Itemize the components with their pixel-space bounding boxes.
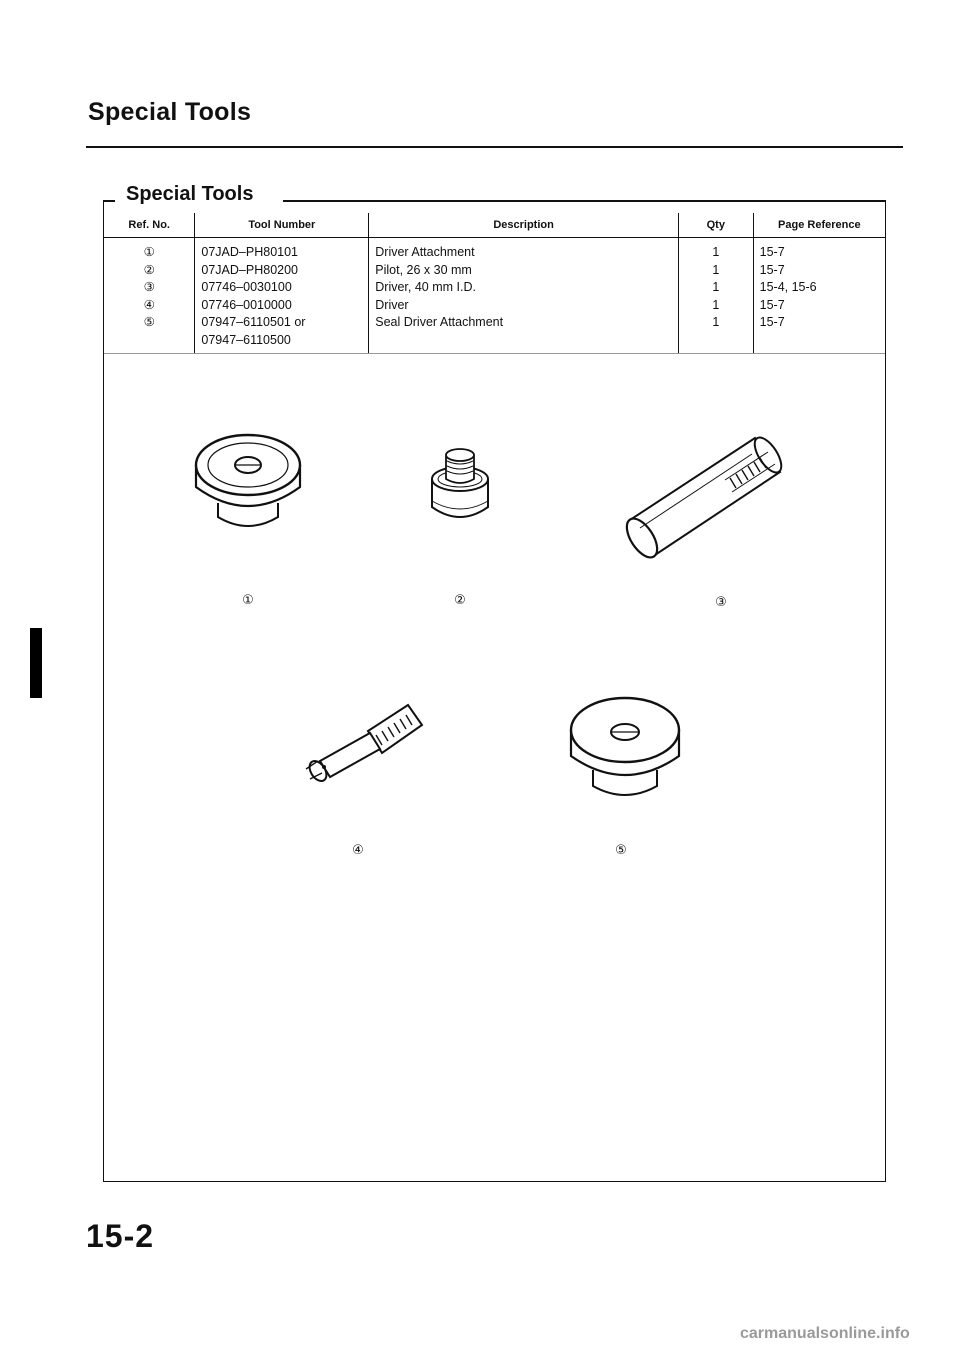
page-number: 15-2 xyxy=(86,1218,155,1254)
ref-number: ⑤ xyxy=(143,315,155,329)
tool-number: 07JAD–PH80200 xyxy=(201,262,299,277)
callout-5: ⑤ xyxy=(615,842,627,857)
tool-number: 07947–6110500 xyxy=(201,332,291,347)
header-ref-no: Ref. No. xyxy=(104,213,195,238)
driver-attachment-icon xyxy=(188,425,308,540)
description: Seal Driver Attachment xyxy=(375,315,504,329)
description: Driver Attachment xyxy=(375,245,475,259)
qty: 1 xyxy=(712,315,720,329)
description: Pilot, 26 x 30 mm xyxy=(375,262,472,277)
table-bottom-rule xyxy=(104,353,885,354)
box-top-border-left xyxy=(103,200,115,202)
page-reference: 15-7 xyxy=(759,245,785,259)
header-page-reference: Page Reference xyxy=(753,213,885,238)
qty-column xyxy=(678,238,753,354)
page-reference: 15-4, 15-6 xyxy=(759,280,817,294)
description: Driver xyxy=(375,297,409,312)
driver-handle-icon xyxy=(298,695,428,790)
ref-number: ① xyxy=(143,245,155,259)
tool-number-column xyxy=(195,238,369,354)
description: Driver, 40 mm I.D. xyxy=(375,280,476,294)
header-tool-number: Tool Number xyxy=(195,213,369,238)
callout-1: ① xyxy=(242,592,254,607)
table-row xyxy=(104,238,885,354)
qty: 1 xyxy=(712,280,720,294)
ref-column xyxy=(104,238,195,354)
page-reference: 15-7 xyxy=(759,262,785,277)
seal-driver-attachment-icon xyxy=(565,690,685,805)
ref-number: ③ xyxy=(143,280,155,294)
page-reference-column xyxy=(753,238,885,354)
page-reference: 15-7 xyxy=(759,297,785,312)
header-description: Description xyxy=(369,213,679,238)
watermark: carmanualsonline.info xyxy=(740,1325,910,1342)
table-header-row xyxy=(104,213,885,238)
description-column xyxy=(369,238,679,354)
callout-2: ② xyxy=(454,592,466,607)
callout-3: ③ xyxy=(715,594,727,609)
header-qty: Qty xyxy=(678,213,753,238)
ref-number: ② xyxy=(143,262,155,277)
callout-4: ④ xyxy=(352,842,364,857)
page-title: Special Tools xyxy=(88,98,252,126)
tool-number: 07746–0030100 xyxy=(201,280,292,294)
qty: 1 xyxy=(712,297,720,312)
box-title: Special Tools xyxy=(122,183,257,206)
title-rule xyxy=(86,146,903,148)
qty: 1 xyxy=(712,245,720,259)
pilot-icon xyxy=(428,445,492,525)
driver-40mm-icon xyxy=(620,420,795,570)
section-tab-marker xyxy=(30,628,42,698)
tool-number: 07JAD–PH80101 xyxy=(201,245,299,259)
box-top-border-right xyxy=(283,200,886,202)
tool-number: 07947–6110501 or xyxy=(201,315,306,329)
ref-number: ④ xyxy=(143,297,155,312)
tool-number: 07746–0010000 xyxy=(201,297,292,312)
page-reference: 15-7 xyxy=(759,315,785,329)
tools-table xyxy=(104,213,885,353)
qty: 1 xyxy=(712,262,720,277)
